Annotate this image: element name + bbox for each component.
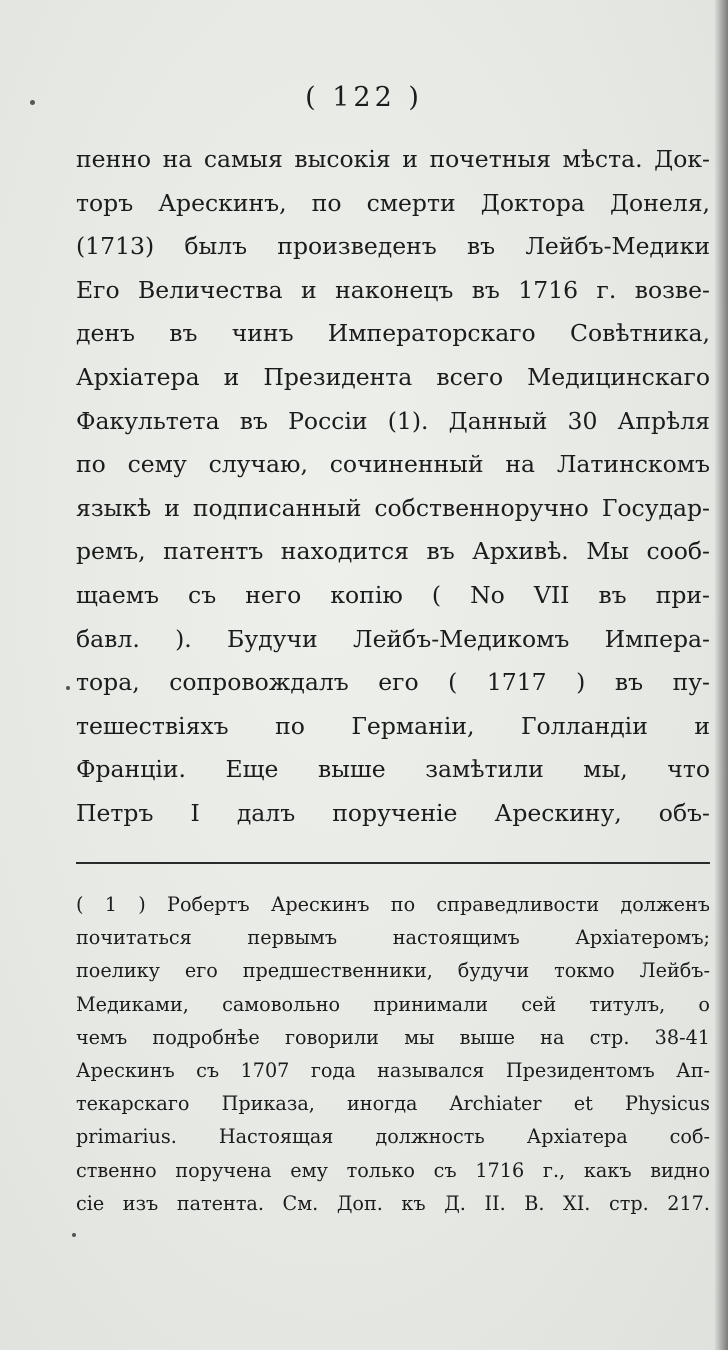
text-line: бавл. ). Будучи Лейбъ-Медикомъ Импера- <box>76 624 710 653</box>
text-line: тешествіяхъ по Германіи, Голландіи и <box>76 711 710 740</box>
footnote-line: сіе изъ патента. См. Доп. къ Д. II. В. XI. стр. 217. <box>76 1191 710 1215</box>
text-line: ремъ, патентъ находится въ Архивѣ. Мы сооб- <box>76 537 710 566</box>
text-line: пенно на самыя высокія и почетныя мѣста. Док- <box>76 145 710 173</box>
text-line: Архіатера и Президента всего Медицинскаго <box>76 362 710 391</box>
footnote-line: ственно поручена ему только съ 1716 г., какъ видно <box>76 1158 710 1182</box>
footnote-line: поелику его предшественники, будучи токмо Лейбъ- <box>76 959 710 983</box>
text-line: щаемъ съ него копію ( No VII въ при- <box>76 580 710 609</box>
footnote-line: чемъ подробнѣе говорили мы выше на стр. 38-41 <box>76 1025 710 1049</box>
text-line: языкѣ и подписанный собственноручно Государ- <box>76 493 710 522</box>
scan-speck <box>66 686 70 690</box>
text-line: торъ Арескинъ, по смерти Доктора Донеля, <box>76 188 710 217</box>
text-line: (1713) былъ произведенъ въ Лейбъ-Медики <box>76 232 710 261</box>
page-number: ( 122 ) <box>305 82 423 113</box>
footnote-line: текарскаго Приказа, иногда Archiater et Physicus <box>76 1092 710 1116</box>
text-line: Факультета въ Россіи (1). Данный 30 Апрѣля <box>76 406 710 435</box>
text-line: Франціи. Еще выше замѣтили мы, что <box>76 755 710 784</box>
footnote-line: Медиками, самовольно принимали сей титулъ, о <box>76 992 710 1016</box>
scan-speck <box>72 1233 76 1237</box>
page-edge-shadow <box>714 0 728 1350</box>
footnote-line: primarius. Настоящая должность Архіатера соб- <box>76 1125 710 1149</box>
footnote-line: почитаться первымъ настоящимъ Архіатеромъ; <box>76 926 710 950</box>
text-line: тора, сопровождалъ его ( 1717 ) въ пу- <box>76 668 710 697</box>
text-line: Петръ I далъ порученіе Арескину, объ- <box>76 798 710 827</box>
footnote-line: Арескинъ съ 1707 года назывался Президентомъ Ап- <box>76 1058 710 1082</box>
footnote-line: ( 1 ) Робертъ Арескинъ по справедливости долженъ <box>76 893 710 916</box>
footnote-divider <box>76 862 710 864</box>
text-line: Его Величества и наконецъ въ 1716 г. возве- <box>76 275 710 304</box>
body-text <box>76 138 710 836</box>
text-line: денъ въ чинъ Императорскаго Совѣтника, <box>76 319 710 348</box>
text-line: по сему случаю, сочиненный на Латинскомъ <box>76 450 710 479</box>
footnote <box>76 888 710 1220</box>
